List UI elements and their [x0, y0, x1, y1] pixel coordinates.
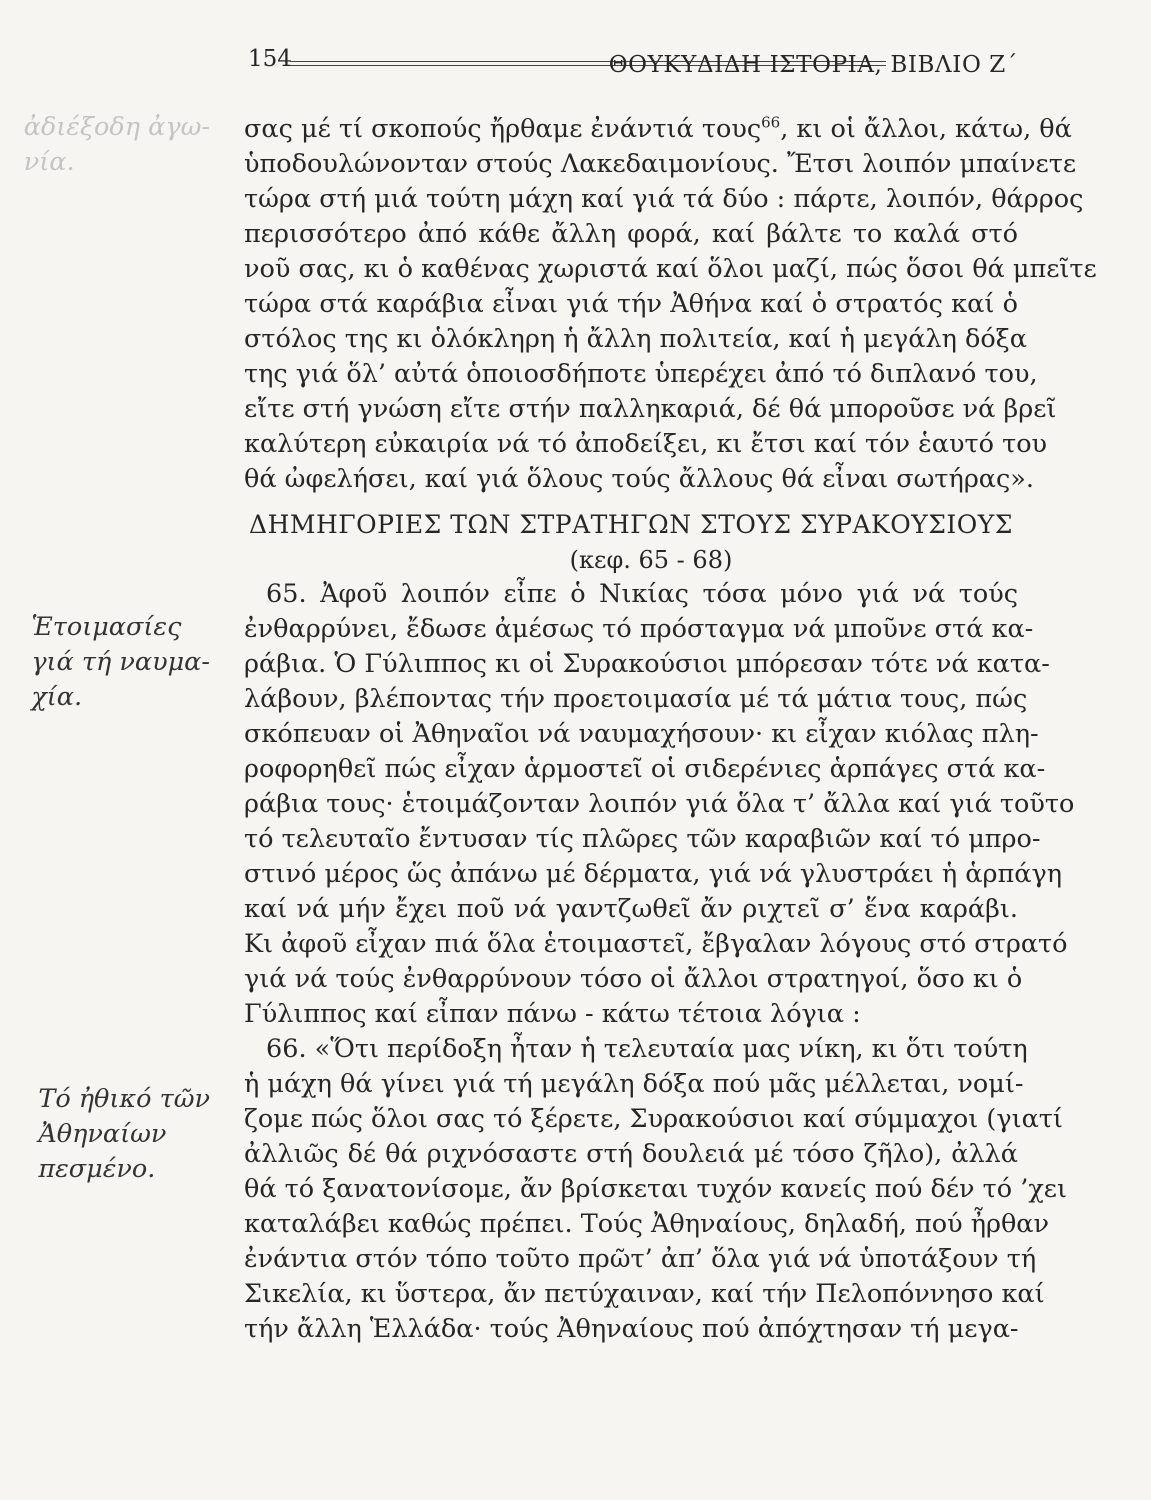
running-title: ΘΟΥΚΥΔΙΔΗ ΙΣΤΟΡΙΑ, ΒΙΒΛΙΟ Ζ΄ [608, 52, 1018, 78]
chapter-reference: (κεφ. 65 - 68) [569, 546, 733, 574]
margin-note-line: Ἀθηναίων [38, 1119, 167, 1149]
text-line: ροφορηθεῖ πώς εἶχαν ἁρμοστεῖ οἱ σιδερένιες ἁρπάγες στά κα- [244, 754, 1046, 784]
text-line: εἴτε στή γνώση εἴτε στήν παλληκαριά, δέ θά μποροῦσε νά βρεῖ [244, 394, 1057, 424]
margin-note-line: νία. [23, 147, 75, 177]
text-line: γιά νά τούς ἐνθαρρύνουν τόσο οἱ ἄλλοι στρατηγοί, ὅσο κι ὁ [244, 964, 1023, 994]
text-line: λάβουν, βλέποντας τήν προετοιμασία μέ τά μάτια τους, πώς [244, 684, 1028, 714]
margin-note-morale [38, 1082, 210, 1187]
paragraph-65 [244, 577, 1075, 1032]
margin-note-line: ἀδιέξοδη ἀγω- [23, 112, 210, 142]
text-line: ἐνάντια στόν τόπο τοῦτο πρῶτ’ ἀπ’ ὅλα γιά νά ὑποτάξουν τή [244, 1244, 1037, 1274]
text-line: σκόπευαν οἱ Ἀθηναῖοι νά ναυμαχήσουν· κι εἶχαν κιόλας πλη- [244, 719, 1039, 749]
text-line: Σικελία, κι ὕστερα, ἄν πετύχαιναν, καί τήν Πελοπόννησο καί [244, 1279, 1045, 1309]
margin-note-line: χία. [31, 682, 83, 712]
text-line: ράβια. Ὁ Γύλιππος κι οἱ Συρακούσιοι μπόρεσαν τότε νά κατα- [244, 649, 1050, 679]
text-line: 65. Ἀφοῦ λοιπόν εἶπε ὁ Νικίας τόσα μόνο γιά νά τούς [266, 579, 1018, 609]
text-line: Κι ἀφοῦ εἶχαν πιά ὅλα ἑτοιμαστεῖ, ἔβγαλαν λόγους στό στρατό [244, 929, 1068, 959]
paragraph-66 [244, 1032, 1067, 1347]
text-line: τώρα στή μιά τούτη μάχη καί γιά τά δύο : πάρτε, λοιπόν, θάρρος [244, 184, 1084, 214]
text-line: 66. «Ὅτι περίδοξη ἦταν ἡ τελευταία μας νίκη, κι ὅτι τούτη [266, 1034, 1028, 1064]
text-line: καταλάβει καθώς πρέπει. Τούς Ἀθηναίους, δηλαδή, πού ἦρθαν [244, 1209, 1050, 1239]
page-number: 154 [248, 46, 292, 72]
main-text [244, 112, 1097, 1347]
text-line: θά ὠφελήσει, καί γιά ὅλους τούς ἄλλους θά εἶναι σωτήρας». [244, 464, 1035, 494]
text-line: περισσότερο ἀπό κάθε ἄλλη φορά, καί βάλτε το καλά στό [244, 219, 1018, 249]
margin-note-line: Ἑτοιμασίες [31, 612, 182, 642]
text-line: ἐνθαρρύνει, ἔδωσε ἀμέσως τό πρόσταγμα νά μποῦνε στά κα- [244, 614, 1034, 644]
section-heading: ΔΗΜΗΓΟΡΙΕΣ ΤΩΝ ΣΤΡΑΤΗΓΩΝ ΣΤΟΥΣ ΣΥΡΑΚΟΥΣΙΟΥΣ [249, 510, 1013, 539]
margin-note-preparations [31, 610, 210, 715]
text-segment: , κι οἱ ἄλλοι, κάτω, θά [780, 114, 1072, 144]
text-segment: σας μέ τί σκοπούς ἤρθαμε ἐνάντιά τους [244, 114, 762, 144]
text-line: ζομε πώς ὅλοι σας τό ξέρετε, Συρακούσιοι καί σύμμαχοι (γιατί [244, 1104, 1063, 1134]
text-line: ὑποδουλώνονταν στούς Λακεδαιμονίους. Ἔτσι λοιπόν μπαίνετε [244, 149, 1077, 179]
text-line: θά τό ξανατονίσομε, ἄν βρίσκεται τυχόν κανείς πού δέν τό ’χει [244, 1174, 1067, 1204]
text-line: Γύλιππος καί εἶπαν πάνω - κάτω τέτοια λόγια : [244, 999, 861, 1029]
text-line: τό τελευταῖο ἔντυσαν τίς πλῶρες τῶν καραβιῶν καί τό μπρο- [244, 824, 1041, 854]
margin-note-line: γιά τή ναυμα- [31, 647, 210, 677]
margin-note-despair [24, 110, 210, 180]
page-header [244, 46, 1018, 86]
text-line: στόλος της κι ὁλόκληρη ἡ ἄλλη πολιτεία, καί ἡ μεγάλη δόξα [244, 324, 1027, 354]
text-line: ἀλλιῶς δέ θά ριχνόσαστε στή δουλειά μέ τόσο ζῆλο), ἀλλά [244, 1139, 1018, 1169]
margin-note-line: πεσμένο. [38, 1154, 156, 1184]
text-line: τήν ἄλλη Ἑλλάδα· τούς Ἀθηναίους πού ἀπόχτησαν τή μεγα- [244, 1314, 1019, 1344]
text-line: στινό μέρος ὥς ἀπάνω μέ δέρματα, γιά νά γλυστράει ἡ ἁρπάγη [244, 859, 1062, 889]
text-line [244, 112, 1072, 147]
paragraph-speech-end [244, 112, 1097, 497]
margin-note-line: Τό ἠθικό τῶν [38, 1084, 210, 1114]
text-line: καλύτερη εὐκαιρία νά τό ἀποδείξει, κι ἔτσι καί τόν ἑαυτό του [244, 429, 1048, 459]
text-line: νοῦ σας, κι ὁ καθένας χωριστά καί ὅλοι μαζί, πώς ὅσοι θά μπεῖτε [244, 254, 1097, 284]
text-line: ράβια τους· ἑτοιμάζονταν λοιπόν γιά ὅλα τ’ ἄλλα καί γιά τοῦτο [244, 789, 1075, 819]
text-line: της γιά ὅλ’ αὐτά ὁποιοσδήποτε ὑπερέχει ἀπό τό διπλανό του, [244, 359, 1038, 389]
text-line: καί νά μήν ἔχει ποῦ νά γαντζωθεῖ ἄν ριχτεῖ σ’ ἕνα καράβι. [244, 894, 1018, 924]
footnote-ref: 66 [761, 113, 781, 132]
text-line: ἡ μάχη θά γίνει γιά τή μεγάλη δόξα πού μᾶς μέλλεται, νομί- [244, 1069, 1024, 1099]
text-line: τώρα στά καράβια εἶναι γιά τήν Ἀθήνα καί ὁ στρατός καί ὁ [244, 289, 1018, 319]
